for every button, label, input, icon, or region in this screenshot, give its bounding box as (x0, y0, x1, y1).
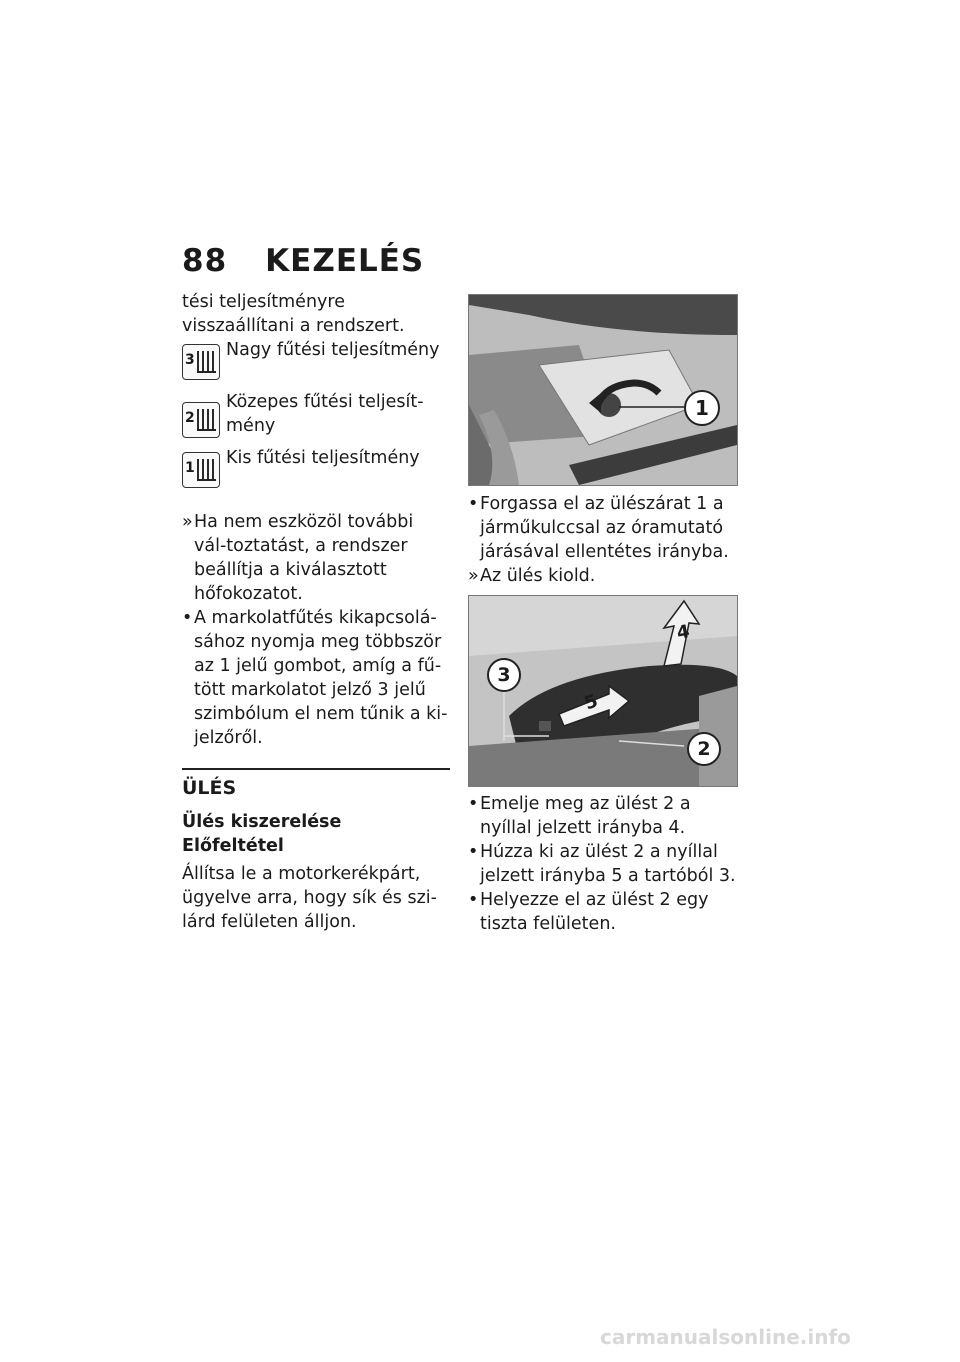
heat-level-label: Közepes fűtési teljesít-mény (226, 392, 424, 436)
section-divider (182, 768, 450, 770)
heat-level-row (182, 446, 450, 498)
list-item: • A markolatfűtés kikapcsolá-sához nyomja meg többször az 1 jelű gombot, amíg a fű-tött markolatot jelző 3 jelű szimbólum el nem tűnik a ki-jelzőről. (182, 608, 448, 748)
list-item: • Húzza ki az ülést 2 a nyíllal jelzett irányba 5 a tartóból 3. (468, 842, 736, 886)
list-item: • Helyezze el az ülést 2 egy tiszta felületen. (468, 890, 709, 934)
seat-lock-figure (468, 294, 738, 486)
list-item: » Ha nem eszközöl további vál-toztatást, a rendszer beállítja a kiválasztott hőfokozatot. (182, 512, 414, 604)
precondition-title: Előfeltétel (182, 836, 284, 856)
callout-5: 5 (581, 690, 601, 715)
heat-level-1-icon: 1 (182, 452, 220, 488)
callout-3: 3 (487, 658, 521, 692)
instruction-list (182, 510, 450, 750)
list-item: • Forgassa el az ülészárat 1 a járműkulccsal az óramutató járásával ellentétes irányba. (468, 494, 729, 562)
subsection-title: Ülés kiszerelése (182, 812, 342, 832)
heat-level-row (182, 390, 450, 446)
precondition-text: Állítsa le a motorkerékpárt, ügyelve arra, hogy sík és szi-lárd felületen álljon. (182, 864, 437, 932)
heat-level-row (182, 338, 450, 390)
heat-level-label: Nagy fűtési teljesítmény (226, 340, 440, 360)
callout-1: 1 (684, 390, 720, 426)
section-title: ÜLÉS (182, 777, 237, 799)
instruction-list (468, 792, 736, 936)
callout-4: 4 (675, 621, 692, 644)
left-column (182, 290, 450, 934)
seat-removal-figure (468, 595, 738, 787)
callout-2: 2 (687, 732, 721, 766)
watermark: carmanualsonline.info (600, 1325, 851, 1349)
list-item: » Az ülés kiold. (468, 566, 596, 586)
page-number: 88 (182, 243, 228, 279)
heat-level-2-icon: 2 (182, 402, 220, 438)
instruction-list (468, 492, 736, 588)
right-column-1 (468, 492, 736, 588)
right-column-2 (468, 792, 736, 936)
intro-text: tési teljesítményre visszaállítani a rendszert. (182, 292, 405, 336)
heat-level-3-icon: 3 (182, 344, 220, 380)
list-item: • Emelje meg az ülést 2 a nyíllal jelzett irányba 4. (468, 794, 691, 838)
heat-level-label: Kis fűtési teljesítmény (226, 448, 420, 468)
page-title: KEZELÉS (265, 243, 425, 279)
page-header (182, 243, 424, 279)
